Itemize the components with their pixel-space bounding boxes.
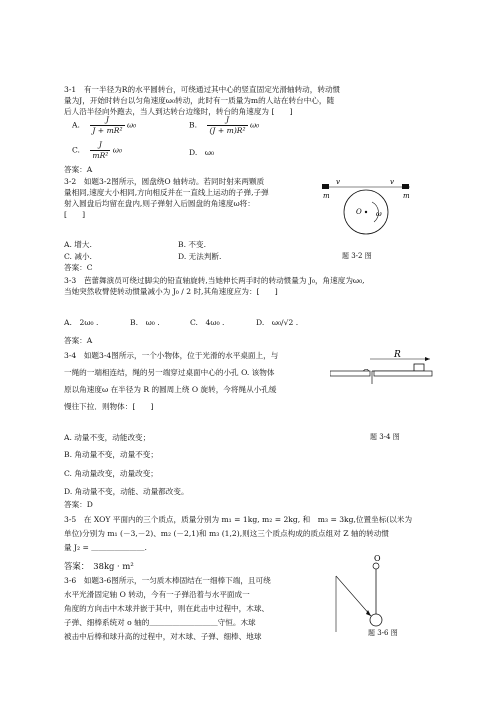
q31-option-a-denominator: J + mR² [92,126,123,136]
q31-option-b-denominator: (J + m)R² [209,126,246,136]
q36-line-3: 角度的方向击中木球并嵌于其中，则在此击中过程中，木球、 [64,604,270,613]
q33-option-a: A. 2ω₀ . [64,318,99,327]
q32-label-omega: ω [376,210,382,218]
q34-table-right [374,371,432,376]
q31-line-3: 后人沿半径向外跑去，当人到达转台边缘时，转台的角速度为 [ ] [64,107,293,116]
q31-option-b-numerator: J [207,115,247,126]
q32-axis-dot [365,211,367,213]
q36-label-o: O [374,554,381,563]
q31-option-c-omega: ω₀ [112,145,123,155]
q34-table-left [330,371,370,376]
q36-wood-ball [370,614,382,626]
q33-answer: 答案：A [64,336,93,345]
q31-line-2: 量为J，开始时转台以匀角速度ω₀转动，此时有一质量为m的人站在转台中心，随 [64,96,335,105]
q32-line-1: 3-2 如题3-2图所示，圆盘绕O 轴转动。若同时射来两颗质 [64,177,265,186]
q32-line-3: 射入圆盘后均留在盘内,则子弹射入后圆盘的角速度ω将： [64,199,255,208]
q34-radius-arrow [425,357,430,361]
q33-line-2: 当她突然收臂使转动惯量减小为 J₀ / 2 时,其角速度应为：[ ] [64,287,278,296]
q32-figure-caption: 题 3-2 图 [342,252,372,260]
q34-line-4: 慢往下拉．则物体：[ ] [64,402,154,411]
q31-option-b-fraction [207,115,247,137]
q31-option-b-omega: ω₀ [249,120,260,130]
q31-option-a-omega: ω₀ [126,120,137,130]
question-3-3 [64,276,429,298]
q31-option-c-denominator: mR² [92,151,109,161]
q35-line-1: 3-5 在 XOY 平面内的三个质点，质量分别为 m₁ = 1kg, m₂ = 2kg, 和 m₃ = 3kg,位置坐标(以米为 [64,515,413,524]
q33-line-1: 3-3 芭蕾舞演员可绕过脚尖的铅直轴旋转,当她伸长两手时的转动惯量为 J₀，角速度为ω₀, [64,276,365,285]
q33-option-c: C. 4ω₀ . [190,318,225,327]
q34-option-a: A. 动量不变，动能改变； [64,433,151,442]
q32-label-m-left: m [323,192,330,200]
q32-label-v-right: v [390,178,394,186]
q31-option-a-numerator: J [90,115,124,126]
q32-line-4: [ ] [64,210,86,219]
question-3-4 [64,349,329,417]
q31-option-c-numerator: J [90,140,110,151]
q31-answer: 答案：A [64,165,93,174]
q36-line-4: 子弹、细棒系统对 o 轴的＿＿＿＿＿＿＿＿＿守恒。木球 [64,618,256,627]
q32-option-b: B. 不变. [178,240,207,249]
q31-option-a [72,115,136,137]
q33-option-b: B. ω₀ . [130,318,160,327]
question-3-2 [64,177,324,221]
q31-option-c-label: C. [72,145,80,155]
question-3-5 [64,514,434,556]
q31-line-1: 3-1 有一半径为R的水平圆转台，可绕通过其中心的竖直固定光滑轴转动，转动惯 [64,85,341,94]
q31-option-a-label: A. [72,120,80,130]
q31-option-b-label: B. [189,120,197,130]
q32-bullet-left [322,184,329,189]
q35-line-2: 单位)分别为 m₁ (－3,－2)、m₂ (－2,1)和 m₃ (1,2),则这三个质点构成的质点组对 Z 轴的转动惯 [64,529,389,538]
q32-label-v-left: v [336,178,340,186]
q34-label-r: R [394,350,401,360]
q34-option-c: C. 角动量改变，动量改变； [64,469,158,478]
q32-option-d: D. 无法判断. [178,252,222,261]
question-3-6 [64,575,314,645]
q31-option-b [189,115,259,137]
q32-figure [320,178,412,250]
q36-pivot [373,563,379,569]
q32-answer: 答案：C [64,263,93,272]
q32-option-a: A. 增大. [64,240,92,249]
q32-bullet-right [402,184,409,189]
q32-line-2: 量相同,速度大小相同,方向相反并在一直线上运动的子弹,子弹 [64,188,269,197]
q34-answer: 答案：D [64,500,93,509]
question-3-1 [64,85,429,118]
q35-answer: 答案： 38kg · m² [64,561,134,571]
q34-figure-caption: 题 3-4 图 [370,433,400,441]
q34-option-d: D. 角动量不变，动能、动量都改变。 [64,487,189,496]
q32-label-m-right: m [403,192,410,200]
q31-option-c-fraction [90,140,110,162]
q36-line-1: 3-6 如题3-6图所示，一匀质木棒固结在一细棒下端，且可绕 [64,576,271,585]
q34-line-2: 一绳的一端相连结，绳的另一端穿过桌面中心的小孔 O. 该物体 [64,368,275,377]
q36-line-5: 被击中后棒和球升高的过程中，对木球、子弹、细棒、地球 [64,632,262,641]
q31-option-d: D. ω₀ [189,148,215,157]
q36-figure-caption: 题 3-6 图 [368,629,398,637]
q35-line-3: 量 J₂ = ＿＿＿＿＿＿＿. [64,543,147,552]
q36-bullet-path [336,576,371,616]
q36-line-2: 水平光滑固定轴 O 转动，今有一子弹沿着与水平面成一 [64,590,250,599]
q34-option-b: B. 角动量不变，动量不变； [64,450,158,459]
q34-line-1: 3-4 如题3-4图所示，一个小物体，位于光滑的水平桌面上，与 [64,351,279,360]
q31-option-c [72,140,122,162]
q33-option-d: D. ω₀/√2 . [256,318,299,327]
q32-label-o: O [356,208,362,216]
q34-object [414,364,424,371]
q34-figure [330,346,434,384]
q32-option-c: C. 减小. [64,252,92,261]
q31-option-a-fraction [90,115,124,137]
q34-line-3: 原以角速度ω 在半径为 R 的圆周上绕 O 旋转，今将绳从小孔缓 [64,385,277,394]
